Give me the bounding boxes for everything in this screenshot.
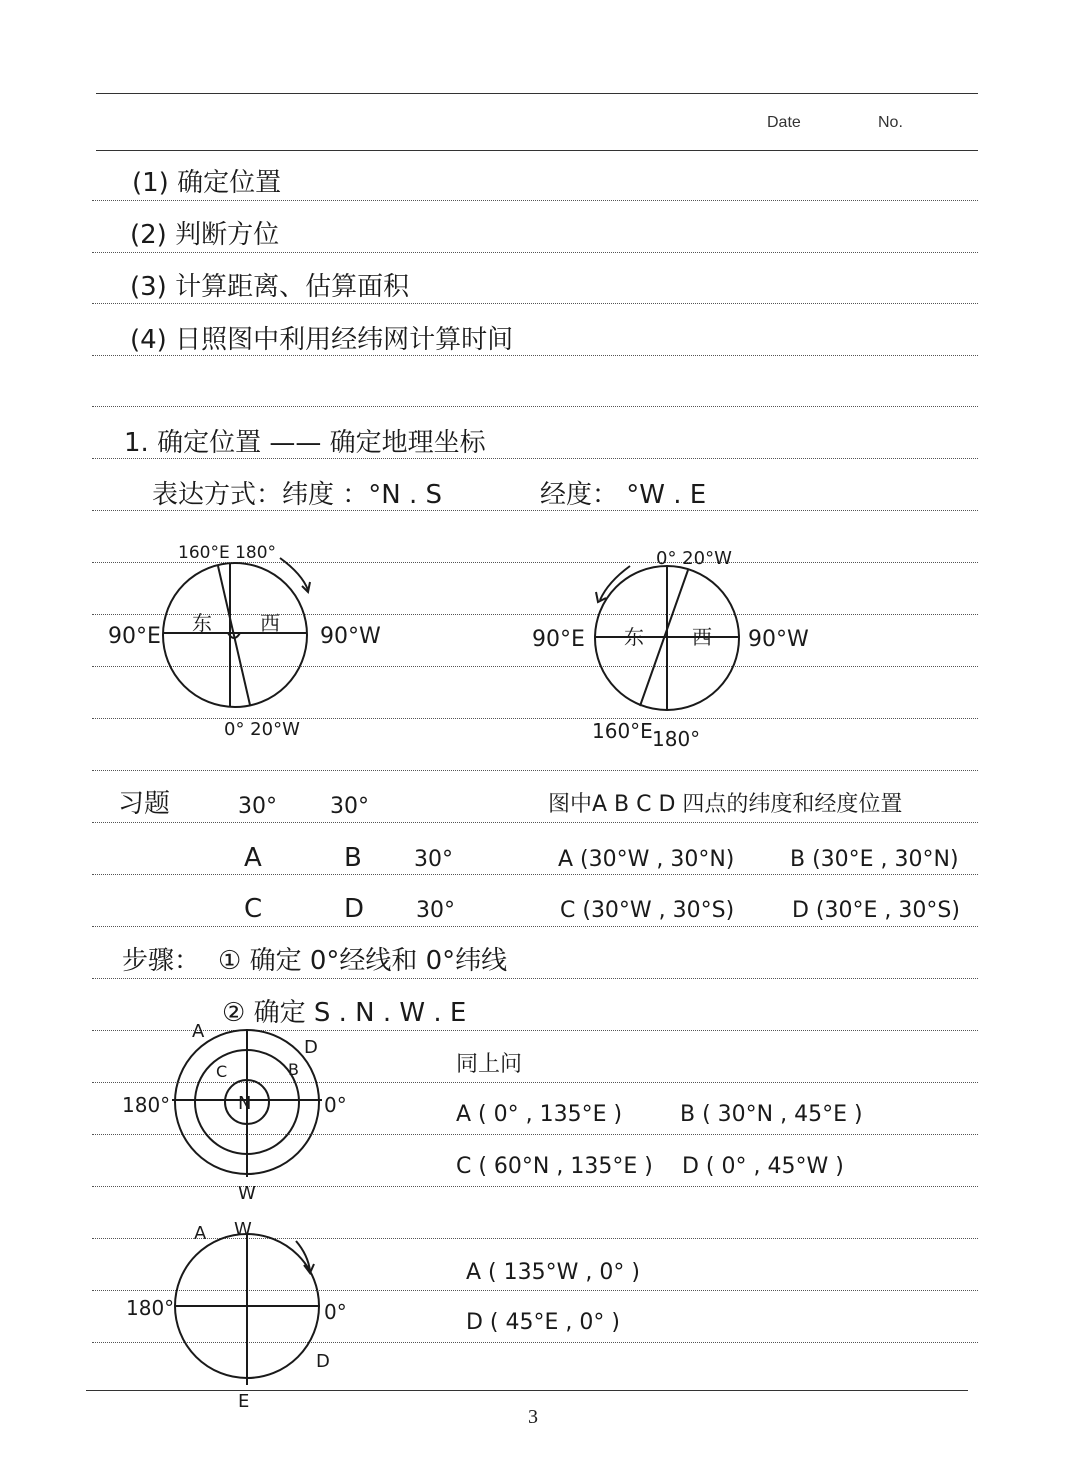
d1-west-label: 西 bbox=[260, 611, 280, 635]
polar1-answer-c: C ( 60°N , 135°E ) bbox=[456, 1154, 653, 1179]
ruled-line bbox=[92, 510, 978, 511]
answer-c: C (30°W , 30°S) bbox=[560, 898, 735, 923]
exercise-row2-30: 30° bbox=[416, 898, 455, 923]
polar1-bottom-label: W bbox=[238, 1183, 256, 1204]
polar2-left-label: 180° bbox=[126, 1296, 175, 1320]
polar1-c-label: C bbox=[216, 1062, 228, 1081]
section-title: 1. 确定位置 —— 确定地理坐标 bbox=[124, 428, 486, 458]
exercise-point-a: A bbox=[244, 843, 262, 873]
ruled-line bbox=[92, 355, 978, 356]
ruled-line bbox=[92, 822, 978, 823]
polar1-d-label: D bbox=[304, 1037, 318, 1058]
polar1-n-label: N bbox=[238, 1093, 252, 1114]
exercise-row1-30: 30° bbox=[414, 847, 453, 872]
exercise-point-c: C bbox=[244, 894, 263, 924]
exercise-point-b: B bbox=[344, 843, 362, 873]
header-rule bbox=[96, 150, 978, 151]
top-rule bbox=[96, 93, 978, 94]
polar2-a-label: A bbox=[194, 1223, 207, 1244]
d2-east-label: 东 bbox=[624, 625, 644, 649]
ruled-line bbox=[92, 458, 978, 459]
d1-right-label: 90°W bbox=[320, 624, 381, 649]
d1-left-label: 90°E bbox=[108, 624, 161, 649]
outline-item-2: (2) 判断方位 bbox=[130, 220, 280, 250]
ruled-line bbox=[92, 770, 978, 771]
exercise-grid-30-left: 30° bbox=[238, 794, 277, 819]
answer-b: B (30°E , 30°N) bbox=[790, 847, 959, 872]
exercise-point-d: D bbox=[344, 894, 365, 924]
ruled-line bbox=[92, 978, 978, 979]
answer-d: D (30°E , 30°S) bbox=[792, 898, 960, 923]
d1-east-label: 东 bbox=[192, 611, 212, 635]
ruled-line bbox=[92, 252, 978, 253]
no-label: No. bbox=[878, 114, 903, 131]
step-2: ② 确定 S . N . W . E bbox=[222, 998, 467, 1028]
polar2-answer-a: A ( 135°W , 0° ) bbox=[466, 1260, 640, 1285]
step-1: ① 确定 0°经线和 0°纬线 bbox=[218, 946, 508, 976]
polar2-answer-d: D ( 45°E , 0° ) bbox=[466, 1310, 620, 1335]
d2-west-label: 西 bbox=[692, 625, 712, 649]
polar1-answer-a: A ( 0° , 135°E ) bbox=[456, 1102, 623, 1127]
ruled-line bbox=[92, 926, 978, 927]
polar2-right-label: 0° bbox=[324, 1300, 347, 1324]
d2-bottom-left-label: 160°E bbox=[592, 719, 653, 743]
expression-longitude: 经度： °W . E bbox=[540, 480, 707, 510]
polar2-d-label: D bbox=[316, 1351, 330, 1372]
answer-a: A (30°W , 30°N) bbox=[558, 847, 735, 872]
polar1-left-label: 180° bbox=[122, 1093, 171, 1117]
d2-bottom-right-label: 180° bbox=[652, 727, 701, 751]
exercise-question: 图中A B C D 四点的纬度和经度位置 bbox=[548, 792, 903, 817]
polar2-bottom-label: E bbox=[238, 1391, 250, 1412]
exercise-label: 习题 bbox=[118, 789, 171, 819]
globe-diagram-2 bbox=[520, 540, 820, 760]
date-label: Date bbox=[767, 114, 801, 131]
exercise-grid-30-right: 30° bbox=[330, 794, 369, 819]
outline-item-1: (1) 确定位置 bbox=[132, 168, 282, 198]
steps-label: 步骤： bbox=[122, 946, 201, 976]
polar1-b-label: B bbox=[288, 1060, 299, 1079]
outline-item-4: (4) 日照图中利用经纬网计算时间 bbox=[130, 325, 514, 355]
globe-diagram-1 bbox=[100, 530, 381, 750]
ruled-line bbox=[92, 200, 978, 201]
polar-diagram-1 bbox=[110, 1015, 370, 1215]
polar1-a-label: A bbox=[192, 1021, 205, 1042]
polar-diagram-2 bbox=[110, 1215, 370, 1415]
polar1-answer-d: D ( 0° , 45°W ) bbox=[682, 1154, 844, 1179]
d2-left-label: 90°E bbox=[532, 627, 585, 652]
d1-bottom-label: 0° 20°W bbox=[224, 719, 300, 740]
page-number: 3 bbox=[528, 1406, 538, 1428]
expression-latitude: 表达方式：纬度 ：°N . S bbox=[152, 480, 443, 510]
polar1-answer-b: B ( 30°N , 45°E ) bbox=[680, 1102, 863, 1127]
polar1-title: 同上问 bbox=[456, 1052, 523, 1077]
ruled-line bbox=[92, 406, 978, 407]
outline-item-3: (3) 计算距离、估算面积 bbox=[130, 272, 410, 302]
d2-top-label: 0° 20°W bbox=[656, 548, 732, 569]
d1-top-label: 160°E 180° bbox=[178, 543, 277, 563]
ruled-line bbox=[92, 303, 978, 304]
d2-right-label: 90°W bbox=[748, 627, 809, 652]
polar1-right-label: 0° bbox=[324, 1093, 347, 1117]
polar2-top-label: W bbox=[234, 1219, 252, 1240]
